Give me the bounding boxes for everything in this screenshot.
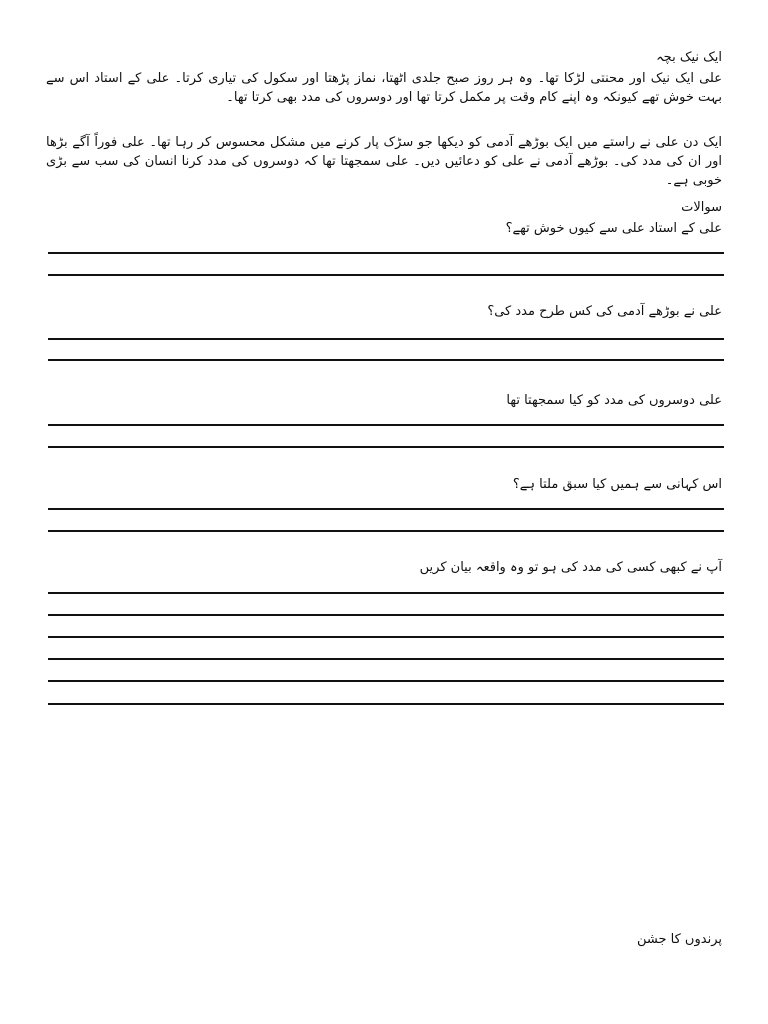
answer-line — [48, 359, 724, 361]
question-1: علی کے استاد علی سے کیوں خوش تھے؟ — [505, 221, 722, 236]
answer-line — [48, 658, 724, 660]
answer-line — [48, 636, 724, 638]
questions-heading: سوالات — [681, 200, 722, 215]
answer-line — [48, 446, 724, 448]
footer-text: پرندوں کا جشن — [636, 932, 722, 947]
question-2: علی نے بوڑھے آدمی کی کس طرح مدد کی؟ — [487, 304, 722, 319]
answer-line — [48, 274, 724, 276]
story-title: ایک نیک بچہ — [656, 50, 722, 65]
answer-line — [48, 680, 724, 682]
answer-line — [48, 592, 724, 594]
answer-line — [48, 252, 724, 254]
answer-line — [48, 614, 724, 616]
story-paragraph-2: ایک دن علی نے راستے میں ایک بوڑھے آدمی کو دیکھا جو سڑک پار کرنے میں مشکل محسوس کر رہا تھا۔ علی فوراً آگے بڑھا اور ان کی مدد کی۔ بوڑھے آدمی نے علی کو دعائیں دیں۔ علی سمجھتا تھا کہ دوسروں کی مدد کرنا انسان کی سب سے بڑی خوبی ہے۔ — [46, 135, 722, 188]
answer-line — [48, 424, 724, 426]
question-5: آپ نے کبھی کسی کی مدد کی ہو تو وہ واقعہ بیان کریں — [419, 560, 722, 575]
answer-line — [48, 508, 724, 510]
question-4: اس کہانی سے ہمیں کیا سبق ملتا ہے؟ — [512, 477, 722, 492]
story-paragraph-1: علی ایک نیک اور محنتی لڑکا تھا۔ وہ ہر روز صبح جلدی اٹھتا، نماز پڑھتا اور سکول کی تیاری کرتا۔ علی کے استاد اس سے بہت خوش تھے کیونکہ وہ اپنے کام وقت پر مکمل کرتا تھا اور دوسروں کی مدد بھی کرتا تھا۔ — [46, 71, 722, 105]
answer-line — [48, 703, 724, 705]
question-3: علی دوسروں کی مدد کو کیا سمجھتا تھا — [506, 393, 722, 408]
answer-line — [48, 338, 724, 340]
answer-line — [48, 530, 724, 532]
